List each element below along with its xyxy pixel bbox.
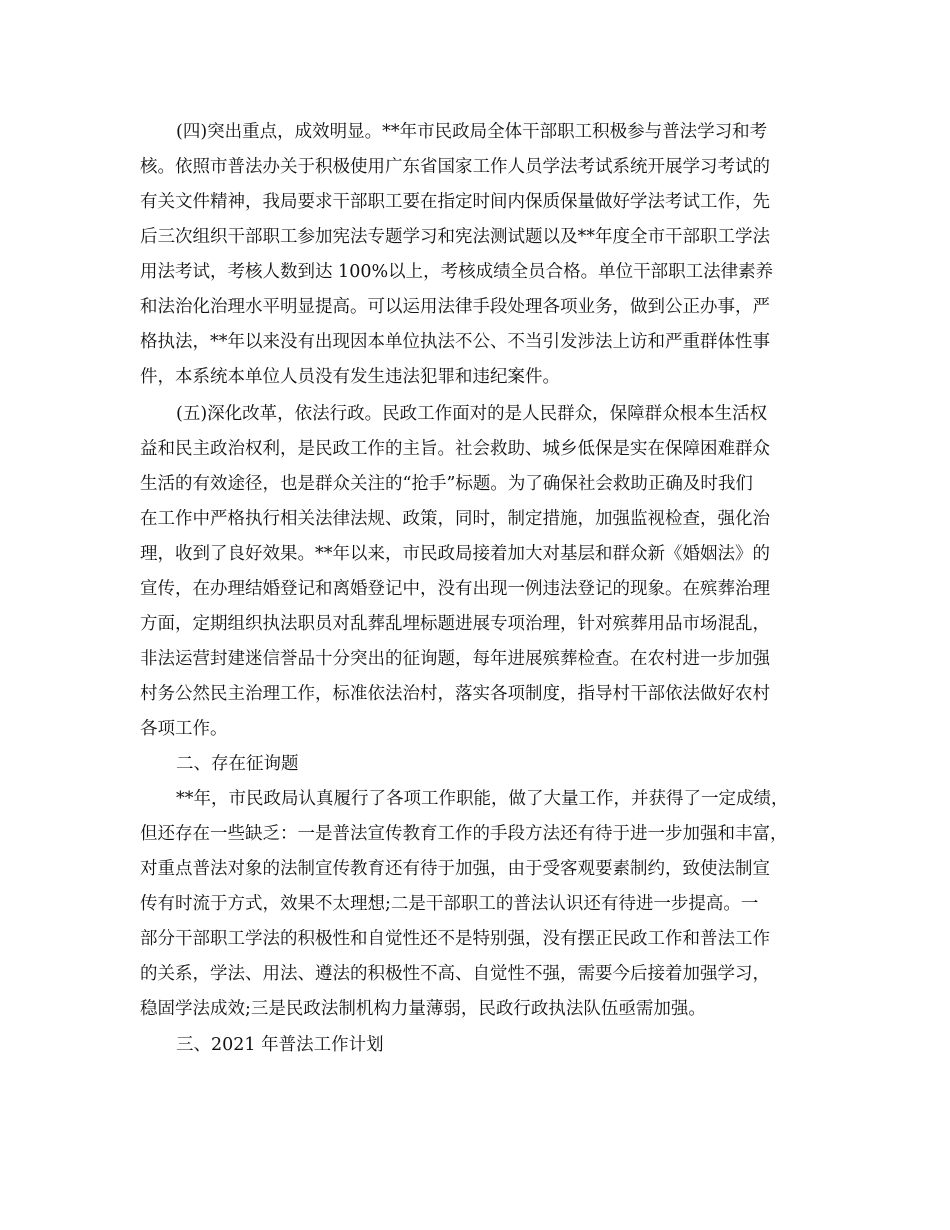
paragraph-issues-line-7: 稳固学法成效;三是民政法制机构力量薄弱，民政行政执法队伍亟需加强。 <box>140 999 706 1019</box>
paragraph-4-line-1: (四)突出重点，成效明显。**年市民政局全体干部职工积极参与普法学习和考 <box>176 122 768 142</box>
paragraph-issues-line-4: 传有时流于方式，效果不太理想;二是干部职工的普法认识还有待进一步提高。一 <box>140 894 759 914</box>
paragraph-4-line-4: 后三次组织干部职工参加宪法专题学习和宪法测试题以及**年度全市干部职工学法 <box>140 227 770 247</box>
paragraph-5-line-2: 益和民主政治权利，是民政工作的主旨。社会救助、城乡低保是实在保障困难群众 <box>140 439 770 459</box>
paragraph-4-line-8: 件，本系统本单位人员没有发生违法犯罪和违纪案件。 <box>140 367 560 387</box>
paragraph-5-line-8: 非法运营封建迷信誉品十分突出的征询题，每年进展殡葬检查。在农村进一步加强 <box>140 649 770 669</box>
paragraph-issues-line-6: 的关系，学法、用法、遵法的积极性不高、自觉性不强，需要今后接着加强学习， <box>140 964 770 984</box>
paragraph-5-line-5: 理，收到了良好效果。**年以来，市民政局接着加大对基层和群众新《婚姻法》的 <box>140 544 770 564</box>
paragraph-4-line-2: 核。依照市普法办关于积极使用广东省国家工作人员学法考试系统开展学习考试的 <box>140 157 770 177</box>
paragraph-5-line-6: 宣传，在办理结婚登记和离婚登记中，没有出现一例违法登记的现象。在殡葬治理 <box>140 579 770 599</box>
paragraph-issues-line-3: 对重点普法对象的法制宣传教育还有待于加强，由于受客观要素制约，致使法制宣 <box>140 859 770 879</box>
paragraph-issues-line-1: **年，市民政局认真履行了各项工作职能，做了大量工作，并获得了一定成绩， <box>176 789 789 809</box>
paragraph-5-line-10: 各项工作。 <box>140 719 228 739</box>
paragraph-4-line-5: 用法考试，考核人数到达 100%以上，考核成绩全员合格。单位干部职工法律素养 <box>140 262 774 282</box>
paragraph-4-line-3: 有关文件精神，我局要求干部职工要在指定时间内保质保量做好学法考试工作，先 <box>140 192 770 212</box>
paragraph-4-line-6: 和法治化治理水平明显提高。可以运用法律手段处理各项业务，做到公正办事，严 <box>140 297 770 317</box>
paragraph-issues-line-5: 部分干部职工学法的积极性和自觉性还不是特别强，没有摆正民政工作和普法工作 <box>140 929 770 949</box>
paragraph-5-line-3: 生活的有效途径，也是群众关注的“抢手”标题。为了确保社会救助正确及时我们 <box>140 474 753 494</box>
paragraph-5-line-1: (五)深化改革，依法行政。民政工作面对的是人民群众，保障群众根本生活权 <box>176 404 768 424</box>
paragraph-issues-line-2: 但还存在一些缺乏：一是普法宣传教育工作的手段方法还有待于进一步加强和丰富， <box>140 824 788 844</box>
paragraph-5-line-7: 方面，定期组织执法职员对乱葬乱埋标题进展专项治理，针对殡葬用品市场混乱， <box>140 614 770 634</box>
paragraph-5-line-9: 村务公然民主治理工作，标准依法治村，落实各项制度，指导村干部依法做好农村 <box>140 684 770 704</box>
section-heading-plan: 三、2021 年普法工作计划 <box>176 1035 384 1055</box>
paragraph-4-line-7: 格执法，**年以来没有出现因本单位执法不公、不当引发涉法上访和严重群体性事 <box>140 332 770 352</box>
paragraph-5-line-4: 在工作中严格执行相关法律法规、政策，同时，制定措施，加强监视检查，强化治 <box>140 509 770 529</box>
section-heading-issues: 二、存在征询题 <box>176 754 299 774</box>
